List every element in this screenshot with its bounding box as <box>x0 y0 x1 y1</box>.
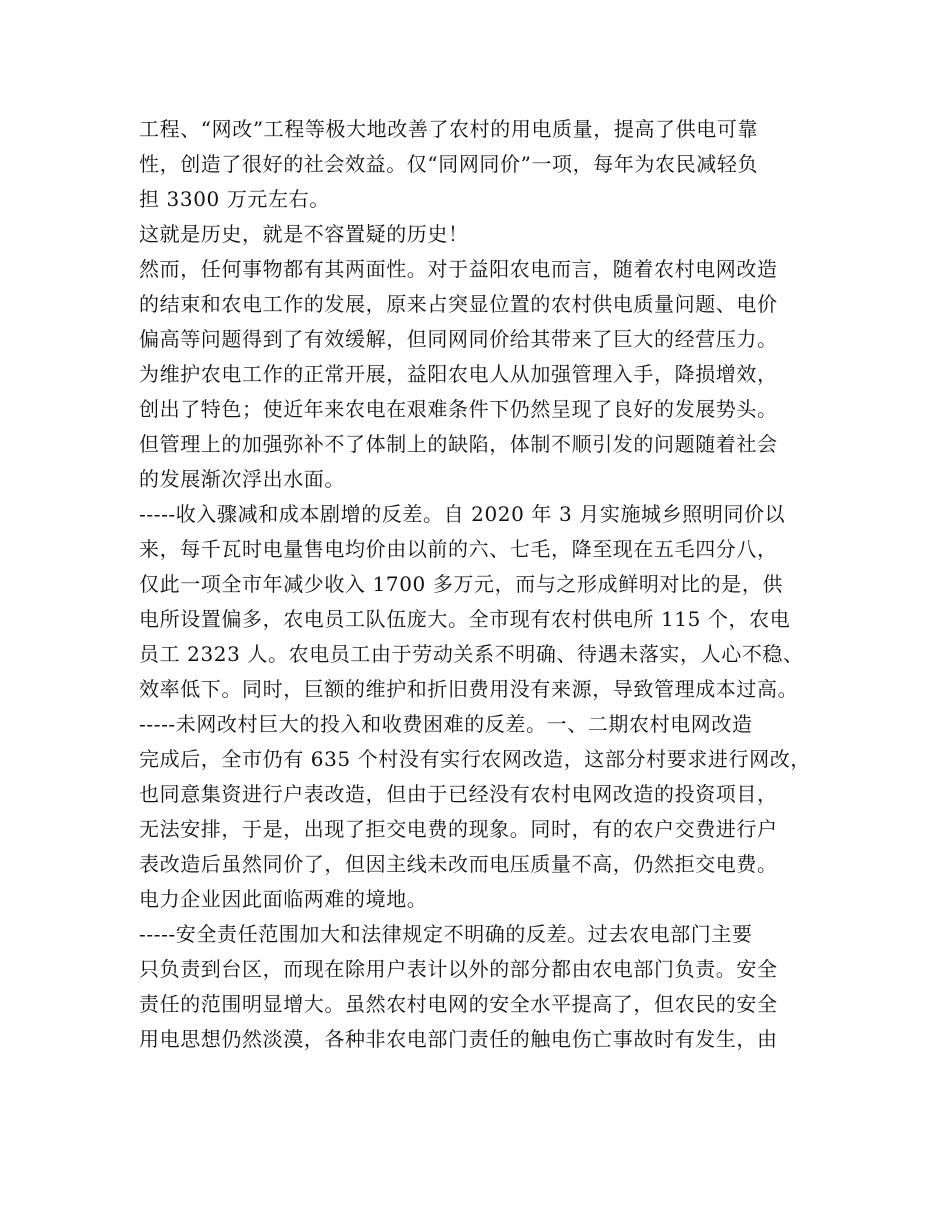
text-line: 电所设置偏多，农电员工队伍庞大。全市现有农村供电所 115 个，农电 <box>139 607 791 631</box>
text-line: 用电思想仍然淡漠，各种非农电部门责任的触电伤亡事故时有发生，由 <box>139 1027 778 1051</box>
text-line: 也同意集资进行户表改造，但由于已经没有农村电网改造的投资项目， <box>139 782 778 806</box>
text-line: -----收入骤减和成本剧增的反差。自 2020 年 3 月实施城乡照明同价以 <box>139 502 786 526</box>
text-line: 然而，任何事物都有其两面性。对于益阳农电而言，随着农村电网改造 <box>139 257 778 281</box>
text-line: 只负责到台区，而现在除用户表计以外的部分都由农电部门负责。安全 <box>139 957 778 981</box>
text-line: 来，每千瓦时电量售电均价由以前的六、七毛，降至现在五毛四分八， <box>139 537 778 561</box>
text-line: 员工 2323 人。农电员工由于劳动关系不明确、待遇未落实，人心不稳、 <box>139 642 804 666</box>
text-line: 的结束和农电工作的发展，原来占突显位置的农村供电质量问题、电价 <box>139 292 778 316</box>
text-line: 为维护农电工作的正常开展，益阳农电人从加强管理入手，降损增效， <box>139 362 778 386</box>
text-line: 这就是历史，就是不容置疑的历史！ <box>139 222 469 246</box>
text-line: 担 3300 万元左右。 <box>139 187 330 211</box>
text-line: 仅此一项全市年减少收入 1700 多万元，而与之形成鲜明对比的是，供 <box>139 572 784 596</box>
text-line: 无法安排，于是，出现了拒交电费的现象。同时，有的农户交费进行户 <box>139 817 778 841</box>
text-line: -----安全责任范围加大和法律规定不明确的反差。过去农电部门主要 <box>139 922 753 946</box>
text-line: 工程、“网改”工程等极大地改善了农村的用电质量，提高了供电可靠 <box>139 117 759 141</box>
text-line: 效率低下。同时，巨额的维护和折旧费用没有来源，导致管理成本过高。 <box>139 677 799 701</box>
text-line: 电力企业因此面临两难的境地。 <box>139 887 428 911</box>
text-line: 性，创造了很好的社会效益。仅“同网同价”一项，每年为农民减轻负 <box>139 152 759 176</box>
text-line: 但管理上的加强弥补不了体制上的缺陷，体制不顺引发的问题随着社会 <box>139 432 778 456</box>
text-line: 偏高等问题得到了有效缓解，但同网同价给其带来了巨大的经营压力。 <box>139 327 778 351</box>
text-line: 表改造后虽然同价了，但因主线未改而电压质量不高，仍然拒交电费。 <box>139 852 778 876</box>
text-line: 完成后，全市仍有 635 个村没有实行农网改造，这部分村要求进行网改， <box>139 747 811 771</box>
text-line: 的发展渐次浮出水面。 <box>139 467 345 491</box>
text-line: 责任的范围明显增大。虽然农村电网的安全水平提高了，但农民的安全 <box>139 992 778 1016</box>
body-text <box>139 112 829 1057</box>
text-line: -----未网改村巨大的投入和收费困难的反差。一、二期农村电网改造 <box>139 712 753 736</box>
text-line: 创出了特色；使近年来农电在艰难条件下仍然呈现了良好的发展势头。 <box>139 397 778 421</box>
